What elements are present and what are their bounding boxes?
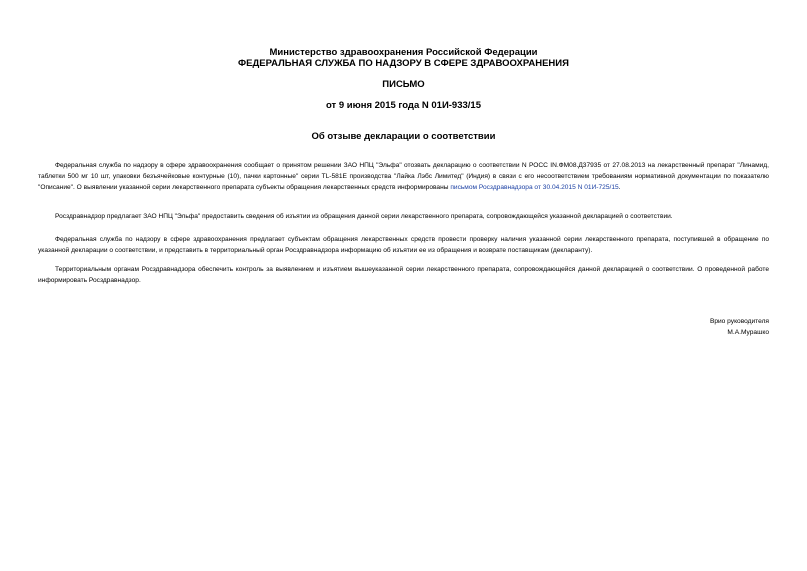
service-name: ФЕДЕРАЛЬНАЯ СЛУЖБА ПО НАДЗОРУ В СФЕРЕ ЗДРАВООХРАНЕНИЯ [238,58,569,69]
signatory-name: М.А.Мурашко [727,329,769,336]
paragraph-3: Федеральная служба по надзору в сфере здравоохранения предлагает субъектам обращения лекарственных средств провести проверку наличия указанной серии лекарственного препарата, поступившей в обращение по указанной декларации о соответствии, и представить в территориальный орган Росздравнадзора информацию об изъятии ее из обращения и возврате поставщикам (декларанту). [38,236,769,254]
paragraph-4: Территориальным органам Росздравнадзора обеспечить контроль за выявлением и изъятием вышеуказанной серии лекарственного препарата, сопровождающейся данной декларацией о соответствии. О проведенной работе информировать Росздравнадзор. [38,266,769,284]
paragraph-2: Росздравнадзор предлагает ЗАО НПЦ "Эльфа" предоставить сведения об изъятии из обращения данной серии лекарственного препарата, сопровождающейся указанной декларацией о соответствии. [55,213,673,220]
signatory-title: Врио руководителя [709,318,769,325]
reference-letter-link[interactable]: письмом Росздравнадзора от 30.04.2015 N 01И-725/15 [450,184,619,191]
document-type: ПИСЬМО [382,79,425,90]
paragraph-1-end: . [618,184,621,191]
paragraph-1 [38,160,769,193]
document-date-number: от 9 июня 2015 года N 01И-933/15 [325,100,481,111]
document-subject: Об отзыве декларации о соответствии [311,131,496,142]
paragraph-1-text: Федеральная служба по надзору в сфере здравоохранения сообщает о принятом решении ЗАО НПЦ "Эльфа" отозвать декларацию о соответствии N РОСС IN.ФМ08.Д37935 от 27.08.2013 на лекарственный препарат "Линамид, таблетки 500 мг 10 шт, упаковки безъячейковые контурные (10), пачки картонные" серии TL-581E производства "Лайка Лэбс Лимитед" (Индия) в связи с его несоответствием требованиям нормативной документации по показателю "Описание". О выявлении указанной серии лекарственного препарата субъекты обращения лекарственных средств информированы [38,162,769,191]
ministry-name: Министерство здравоохранения Российской Федерации [269,47,538,58]
